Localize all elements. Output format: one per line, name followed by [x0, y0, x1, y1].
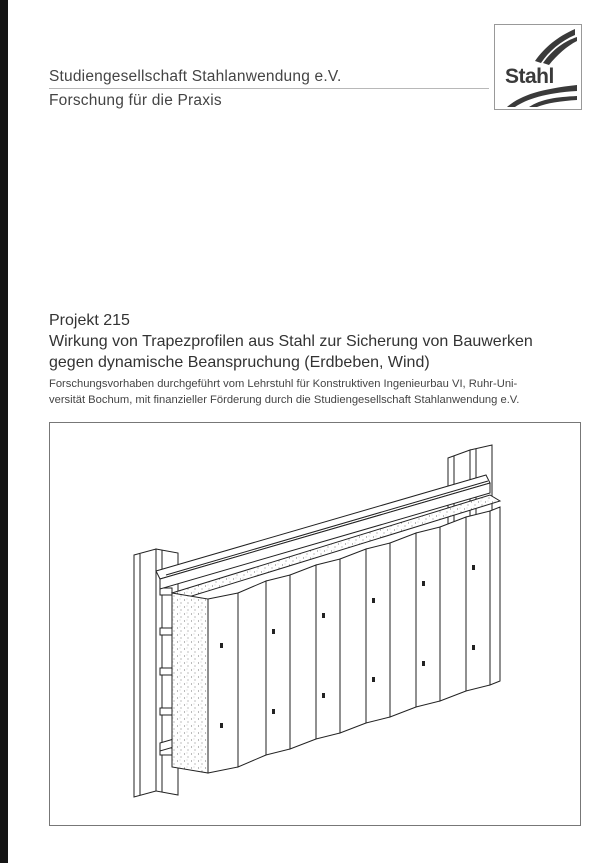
- project-title-line-1: Wirkung von Trapezprofilen aus Stahl zur Sicherung von Bauwerken: [49, 333, 533, 350]
- project-description-line-1: Forschungsvorhaben durchgeführt vom Lehrstuhl für Konstruktiven Ingenieurbau VI, Ruhr-Uni-: [49, 378, 518, 390]
- insulation-end-face: [172, 593, 208, 773]
- left-edge-bar: [0, 0, 8, 863]
- wall-panel-drawing: [50, 423, 580, 825]
- figure-frame: [49, 422, 581, 826]
- stahl-logo: [494, 24, 582, 110]
- project-description-line-2: versität Bochum, mit finanzieller Förderung durch die Studiengesellschaft Stahlanwendung e.V.: [49, 394, 520, 406]
- organization-name: Studiengesellschaft Stahlanwendung e.V.: [49, 68, 342, 85]
- project-title-line-2: gegen dynamische Beanspruchung (Erdbeben, Wind): [49, 354, 430, 371]
- logo-text: Stahl: [505, 65, 554, 88]
- project-number: Projekt 215: [49, 312, 130, 329]
- header-divider: [49, 88, 489, 89]
- organization-slogan: Forschung für die Praxis: [49, 92, 222, 109]
